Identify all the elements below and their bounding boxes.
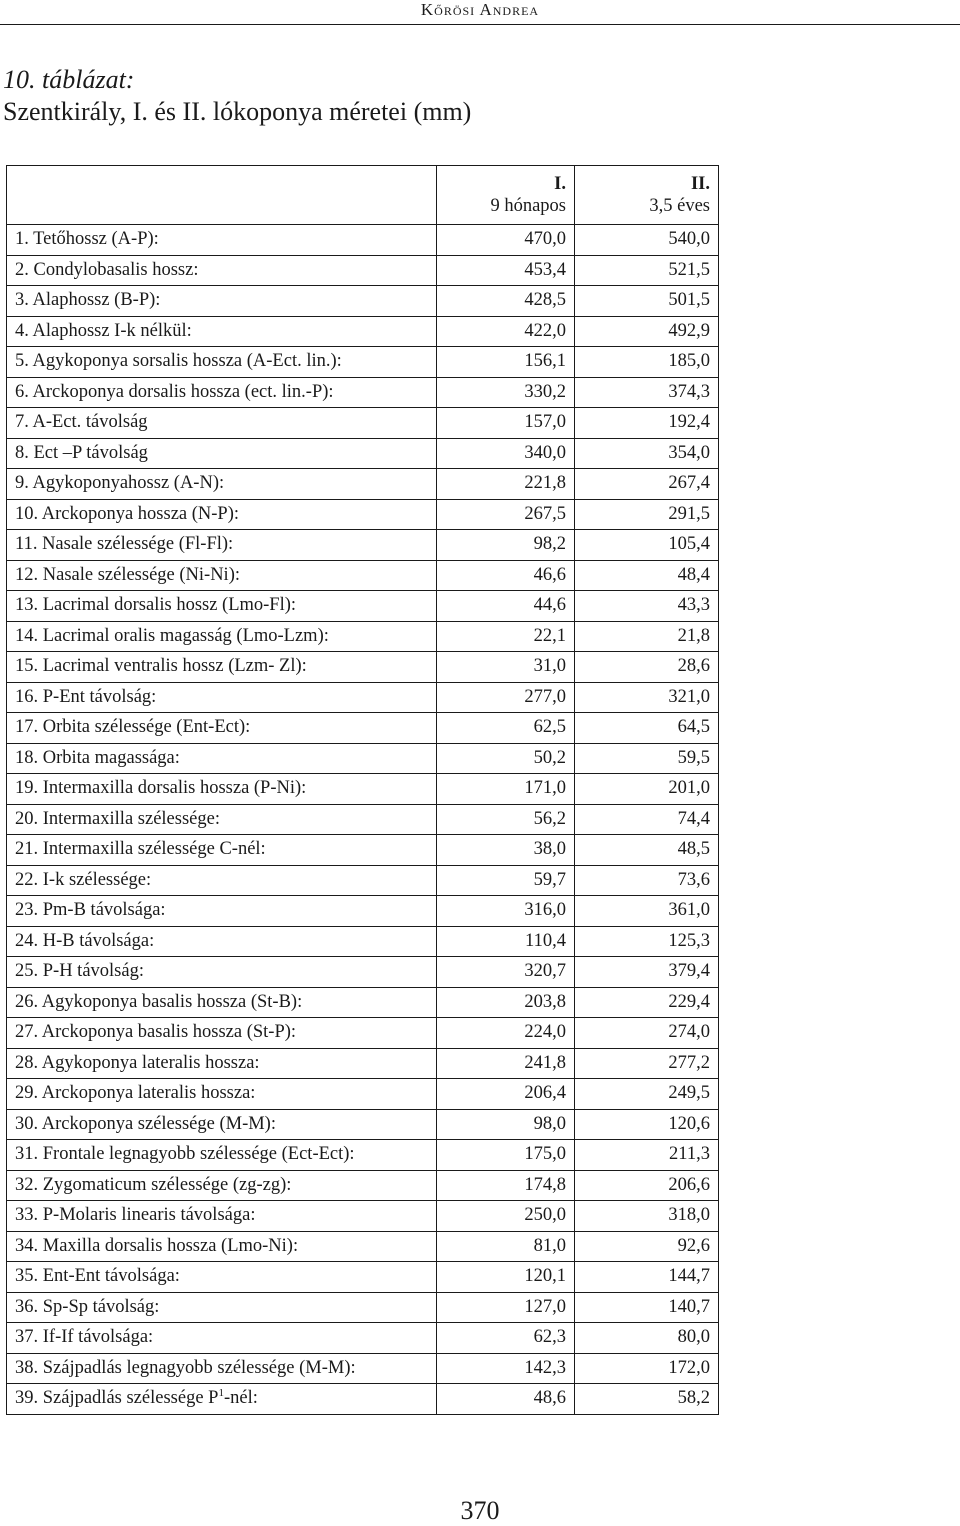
measurement-value-specimen-2: 211,3 (575, 1140, 719, 1171)
measurement-value-specimen-1: 277,0 (437, 682, 575, 713)
measurement-label: 27. Arckoponya basalis hossza (St-P): (15, 1022, 297, 1043)
table-row (7, 377, 719, 408)
measurement-label: 24. H-B távolsága: (15, 930, 155, 951)
measurement-value-specimen-2: 540,0 (575, 225, 719, 256)
table-row (7, 1140, 719, 1171)
measurement-value-specimen-2: 73,6 (575, 865, 719, 896)
measurement-label: 13. Lacrimal dorsalis hossz (Lmo-Fl): (15, 595, 297, 616)
measurement-value-specimen-1: 470,0 (437, 225, 575, 256)
table-row (7, 347, 719, 378)
measurement-value-specimen-1: 98,0 (437, 1109, 575, 1140)
measurement-label-cell (7, 1109, 437, 1140)
measurement-label-cell (7, 1384, 437, 1415)
measurement-value-specimen-2: 374,3 (575, 377, 719, 408)
measurement-label: 22. I-k szélessége: (15, 869, 152, 890)
table-row (7, 1079, 719, 1110)
measurement-label: 18. Orbita magassága: (15, 747, 180, 768)
measurements-table (6, 165, 719, 1415)
measurement-label: 19. Intermaxilla dorsalis hossza (P-Ni): (15, 778, 307, 799)
measurement-value-specimen-1: 453,4 (437, 255, 575, 286)
measurement-value-specimen-1: 50,2 (437, 743, 575, 774)
measurement-value-specimen-2: 58,2 (575, 1384, 719, 1415)
table-row (7, 621, 719, 652)
header-specimen-2-title: II. (690, 174, 710, 194)
measurement-label-cell (7, 774, 437, 805)
measurement-label-superscript: 1 (218, 1387, 224, 1400)
measurement-label: 25. P-H távolság: (15, 961, 144, 982)
measurement-label: 5. Agykoponya sorsalis hossza (A-Ect. lin.): (15, 351, 342, 372)
measurement-value-specimen-2: 140,7 (575, 1292, 719, 1323)
page-number: 370 (460, 1496, 500, 1525)
table-row (7, 804, 719, 835)
table-row (7, 957, 719, 988)
measurement-label-cell (7, 957, 437, 988)
measurement-label: 3. Alaphossz (B-P): (15, 290, 161, 311)
table-row (7, 865, 719, 896)
table-row (7, 743, 719, 774)
measurement-label: 34. Maxilla dorsalis hossza (Lmo-Ni): (15, 1235, 299, 1256)
measurement-value-specimen-2: 125,3 (575, 926, 719, 957)
measurement-label-cell (7, 865, 437, 896)
table-row (7, 499, 719, 530)
measurement-label: 6. Arckoponya dorsalis hossza (ect. lin.-P): (15, 381, 334, 402)
measurement-label: 28. Agykoponya lateralis hossza: (15, 1052, 260, 1073)
measurement-label-cell (7, 987, 437, 1018)
measurement-value-specimen-2: 521,5 (575, 255, 719, 286)
measurement-label: 4. Alaphossz I-k nélkül: (15, 320, 192, 341)
measurement-value-specimen-1: 428,5 (437, 286, 575, 317)
measurement-label: 17. Orbita szélessége (Ent-Ect): (15, 717, 251, 738)
table-row (7, 316, 719, 347)
measurement-value-specimen-1: 31,0 (437, 652, 575, 683)
measurement-label: 32. Zygomaticum szélessége (zg-zg): (15, 1174, 292, 1195)
table-row (7, 682, 719, 713)
header-cell-label (7, 166, 437, 225)
measurement-label-cell (7, 1231, 437, 1262)
table-row (7, 1262, 719, 1293)
measurement-label-cell (7, 1140, 437, 1171)
measurement-value-specimen-1: 320,7 (437, 957, 575, 988)
measurement-value-specimen-2: 354,0 (575, 438, 719, 469)
measurement-value-specimen-2: 249,5 (575, 1079, 719, 1110)
table-row (7, 987, 719, 1018)
measurement-value-specimen-2: 492,9 (575, 316, 719, 347)
measurement-value-specimen-1: 110,4 (437, 926, 575, 957)
table-row (7, 469, 719, 500)
table-row (7, 1323, 719, 1354)
table-row (7, 286, 719, 317)
measurement-value-specimen-2: 120,6 (575, 1109, 719, 1140)
measurement-value-specimen-1: 316,0 (437, 896, 575, 927)
measurement-value-specimen-1: 44,6 (437, 591, 575, 622)
measurement-label-cell (7, 1201, 437, 1232)
measurement-value-specimen-2: 277,2 (575, 1048, 719, 1079)
measurement-label-cell (7, 316, 437, 347)
measurement-value-specimen-1: 203,8 (437, 987, 575, 1018)
measurement-value-specimen-2: 43,3 (575, 591, 719, 622)
measurement-label-cell (7, 804, 437, 835)
table-row (7, 926, 719, 957)
measurement-label: 11. Nasale szélessége (Fl-Fl): (15, 534, 234, 555)
table-row (7, 835, 719, 866)
measurement-value-specimen-2: 48,5 (575, 835, 719, 866)
measurement-label: 1. Tetőhossz (A-P): (15, 229, 159, 250)
measurement-label-cell (7, 1262, 437, 1293)
measurement-label-cell (7, 347, 437, 378)
measurement-value-specimen-2: 206,6 (575, 1170, 719, 1201)
measurement-value-specimen-2: 144,7 (575, 1262, 719, 1293)
measurement-value-specimen-1: 38,0 (437, 835, 575, 866)
measurement-value-specimen-2: 361,0 (575, 896, 719, 927)
measurement-label-cell (7, 225, 437, 256)
measurement-label: 23. Pm-B távolsága: (15, 900, 166, 921)
measurement-value-specimen-1: 175,0 (437, 1140, 575, 1171)
measurement-label-cell (7, 1170, 437, 1201)
measurement-label-suffix: -nél: (223, 1388, 258, 1409)
measurement-label-cell (7, 438, 437, 469)
measurement-label: 9. Agykoponyahossz (A-N): (15, 473, 225, 494)
measurement-label: 14. Lacrimal oralis magasság (Lmo-Lzm): (15, 625, 329, 646)
measurement-value-specimen-2: 501,5 (575, 286, 719, 317)
measurement-label-cell (7, 286, 437, 317)
measurement-value-specimen-2: 28,6 (575, 652, 719, 683)
table-row (7, 1384, 719, 1415)
measurement-label-cell (7, 926, 437, 957)
measurement-label: 15. Lacrimal ventralis hossz (Lzm- Zl): (15, 656, 307, 677)
measurement-label: 36. Sp-Sp távolság: (15, 1296, 160, 1317)
measurement-label: 29. Arckoponya lateralis hossza: (15, 1083, 256, 1104)
table-row (7, 652, 719, 683)
measurement-value-specimen-1: 250,0 (437, 1201, 575, 1232)
measurement-value-specimen-2: 185,0 (575, 347, 719, 378)
table-header-row (7, 166, 719, 225)
measurement-label-cell (7, 1323, 437, 1354)
measurement-value-specimen-2: 21,8 (575, 621, 719, 652)
measurement-label-cell (7, 591, 437, 622)
measurement-label-cell (7, 682, 437, 713)
measurement-label-cell (7, 530, 437, 561)
measurements-table-body (7, 166, 719, 1415)
measurement-value-specimen-1: 156,1 (437, 347, 575, 378)
measurement-label-cell (7, 377, 437, 408)
measurement-label-cell (7, 1079, 437, 1110)
measurement-value-specimen-2: 201,0 (575, 774, 719, 805)
table-row (7, 1170, 719, 1201)
measurement-value-specimen-2: 48,4 (575, 560, 719, 591)
measurement-label: 12. Nasale szélessége (Ni-Ni): (15, 564, 240, 585)
measurement-value-specimen-1: 171,0 (437, 774, 575, 805)
measurement-value-specimen-2: 64,5 (575, 713, 719, 744)
measurement-label: 8. Ect –P távolság (15, 442, 148, 463)
measurement-value-specimen-1: 22,1 (437, 621, 575, 652)
measurement-value-specimen-1: 59,7 (437, 865, 575, 896)
measurement-value-specimen-1: 48,6 (437, 1384, 575, 1415)
table-row (7, 1231, 719, 1262)
measurement-label: 20. Intermaxilla szélessége: (15, 808, 220, 829)
measurement-label-cell (7, 499, 437, 530)
measurement-value-specimen-1: 221,8 (437, 469, 575, 500)
measurement-value-specimen-2: 105,4 (575, 530, 719, 561)
measurement-value-specimen-2: 172,0 (575, 1353, 719, 1384)
measurement-label-cell (7, 469, 437, 500)
measurement-value-specimen-2: 92,6 (575, 1231, 719, 1262)
table-caption (3, 64, 471, 128)
header-cell-specimen-1 (437, 166, 575, 225)
measurement-label: 16. P-Ent távolság: (15, 686, 157, 707)
measurement-label-cell (7, 560, 437, 591)
measurement-value-specimen-1: 62,5 (437, 713, 575, 744)
measurement-value-specimen-1: 157,0 (437, 408, 575, 439)
table-row (7, 255, 719, 286)
measurement-value-specimen-1: 142,3 (437, 1353, 575, 1384)
measurement-label: 35. Ent-Ent távolsága: (15, 1266, 180, 1287)
measurement-label: 37. If-If távolsága: (15, 1327, 154, 1348)
table-row (7, 1292, 719, 1323)
table-row (7, 1201, 719, 1232)
table-row (7, 1048, 719, 1079)
table-row (7, 530, 719, 561)
measurement-label-cell (7, 1048, 437, 1079)
measurement-value-specimen-2: 74,4 (575, 804, 719, 835)
measurement-value-specimen-2: 267,4 (575, 469, 719, 500)
measurement-value-specimen-1: 56,2 (437, 804, 575, 835)
measurement-value-specimen-1: 81,0 (437, 1231, 575, 1262)
measurement-label: 7. A-Ect. távolság (15, 412, 148, 433)
measurement-label: 10. Arckoponya hossza (N-P): (15, 503, 240, 524)
table-caption-label: 10. táblázat: (3, 65, 135, 94)
measurement-value-specimen-2: 318,0 (575, 1201, 719, 1232)
table-row (7, 591, 719, 622)
measurement-label: 26. Agykoponya basalis hossza (St-B): (15, 991, 303, 1012)
header-divider (0, 24, 960, 25)
header-specimen-1-age: 9 hónapos (490, 196, 566, 216)
table-row (7, 774, 719, 805)
measurement-value-specimen-1: 174,8 (437, 1170, 575, 1201)
header-specimen-1-title: I. (554, 174, 566, 194)
table-row (7, 1018, 719, 1049)
table-row (7, 438, 719, 469)
measurement-label-cell (7, 1292, 437, 1323)
measurement-label: 33. P-Molaris linearis távolsága: (15, 1205, 256, 1226)
measurement-value-specimen-1: 120,1 (437, 1262, 575, 1293)
table-row (7, 408, 719, 439)
measurement-value-specimen-2: 321,0 (575, 682, 719, 713)
measurement-label-cell (7, 408, 437, 439)
measurement-value-specimen-1: 267,5 (437, 499, 575, 530)
measurement-label-cell (7, 1353, 437, 1384)
table-row (7, 1109, 719, 1140)
measurement-value-specimen-1: 46,6 (437, 560, 575, 591)
measurement-value-specimen-2: 59,5 (575, 743, 719, 774)
measurement-value-specimen-2: 291,5 (575, 499, 719, 530)
measurement-value-specimen-2: 274,0 (575, 1018, 719, 1049)
measurement-label-cell (7, 621, 437, 652)
table-caption-title: Szentkirály, I. és II. lókoponya méretei (mm) (3, 97, 472, 126)
header-specimen-2-age: 3,5 éves (649, 196, 710, 216)
measurement-value-specimen-2: 192,4 (575, 408, 719, 439)
measurement-value-specimen-2: 80,0 (575, 1323, 719, 1354)
measurement-label-cell (7, 713, 437, 744)
measurement-label: 30. Arckoponya szélessége (M-M): (15, 1113, 276, 1134)
measurement-value-specimen-2: 229,4 (575, 987, 719, 1018)
measurement-label: 2. Condylobasalis hossz: (15, 259, 199, 280)
measurement-value-specimen-1: 422,0 (437, 316, 575, 347)
measurement-label-cell (7, 1018, 437, 1049)
measurement-label: 31. Frontale legnagyobb szélessége (Ect-Ect): (15, 1144, 355, 1165)
table-row (7, 896, 719, 927)
measurement-label: 21. Intermaxilla szélessége C-nél: (15, 839, 266, 860)
measurement-value-specimen-1: 62,3 (437, 1323, 575, 1354)
table-row (7, 560, 719, 591)
measurement-label: 38. Szájpadlás legnagyobb szélessége (M-M): (15, 1357, 356, 1378)
table-row (7, 1353, 719, 1384)
running-head: Kőrösi Andrea (420, 0, 540, 19)
measurement-value-specimen-2: 379,4 (575, 957, 719, 988)
table-row (7, 713, 719, 744)
measurement-label-cell (7, 652, 437, 683)
measurement-value-specimen-1: 241,8 (437, 1048, 575, 1079)
measurement-value-specimen-1: 330,2 (437, 377, 575, 408)
table-row (7, 225, 719, 256)
measurement-label: 39. Szájpadlás szélessége P (15, 1388, 219, 1409)
measurement-label-cell (7, 896, 437, 927)
measurement-value-specimen-1: 224,0 (437, 1018, 575, 1049)
measurement-label-cell (7, 255, 437, 286)
measurement-label-cell (7, 835, 437, 866)
measurement-label-cell (7, 743, 437, 774)
measurement-value-specimen-1: 340,0 (437, 438, 575, 469)
measurement-value-specimen-1: 206,4 (437, 1079, 575, 1110)
header-cell-specimen-2 (575, 166, 719, 225)
measurement-value-specimen-1: 127,0 (437, 1292, 575, 1323)
measurement-value-specimen-1: 98,2 (437, 530, 575, 561)
